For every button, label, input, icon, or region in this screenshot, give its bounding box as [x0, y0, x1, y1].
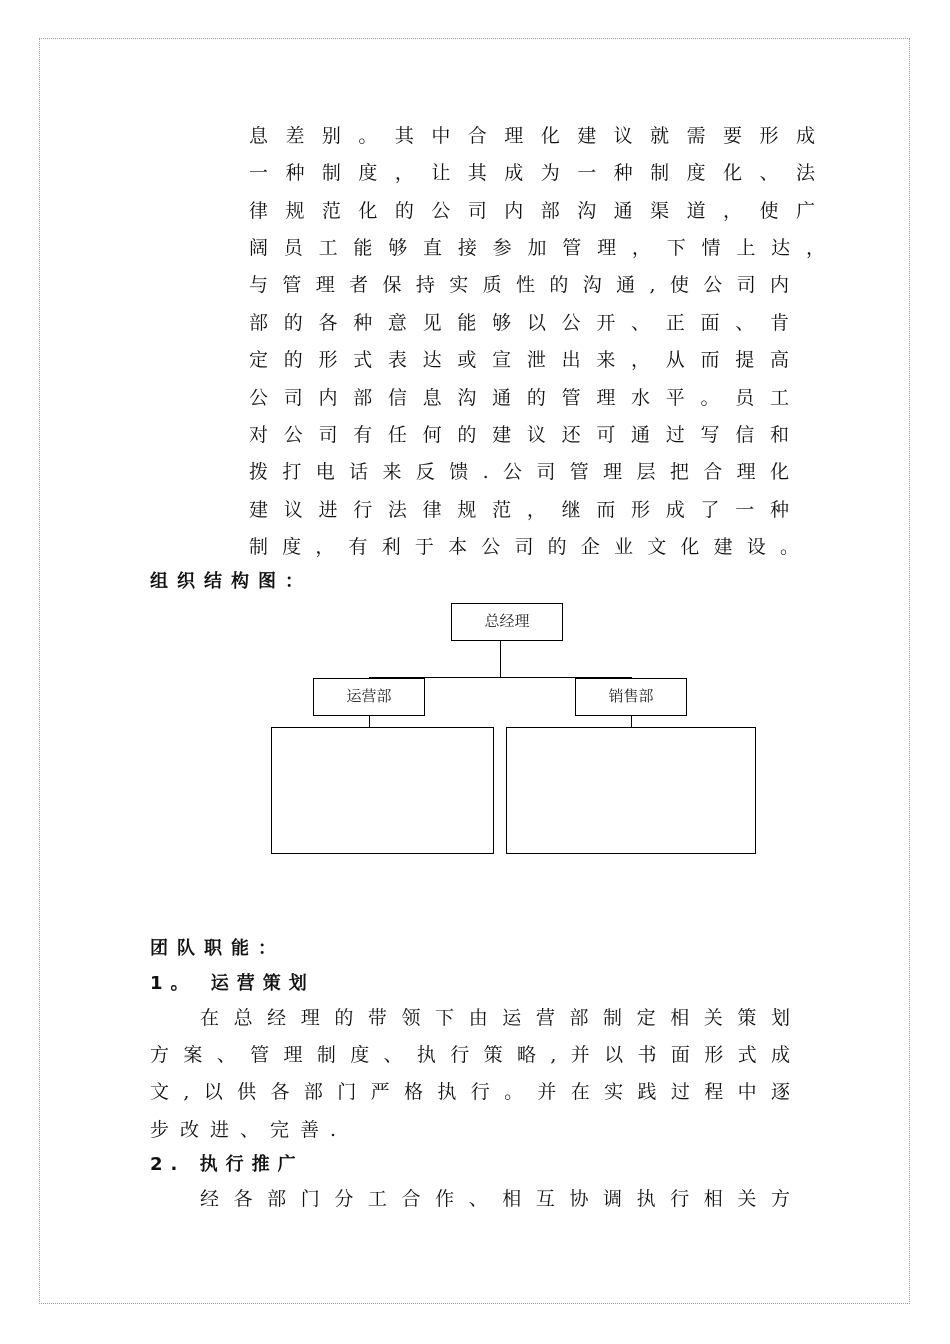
- function-line: 经各部门分工合作、相互协调执行相关方: [200, 1188, 790, 1210]
- paragraph-line: 与管理者保持实质性的沟通,使公司内: [249, 274, 789, 296]
- function-line: 方案、管理制度、执行策略,并以书面形式成: [150, 1044, 790, 1066]
- paragraph-line: 拨打电话来反馈.公司管理层把合理化: [249, 461, 789, 483]
- paragraph-line: 阔员工能够直接参加管理，下情上达，: [249, 237, 825, 259]
- paragraph-line: 公司内部信息沟通的管理水平。员工: [249, 387, 789, 409]
- paragraph-line: 定的形式表达或宣泄出来，从而提高: [249, 349, 789, 371]
- operations-dept-box: 运营部: [313, 678, 425, 716]
- paragraph-line: 建议进行法律规范，继而形成了一种: [249, 499, 789, 521]
- function-line: 文,以供各部门严格执行。并在实践过程中逐: [150, 1081, 790, 1103]
- paragraph-line: 一种制度，让其成为一种制度化、法: [249, 162, 815, 184]
- connector-line: [500, 641, 501, 678]
- paragraph-line: 部的各种意见能够以公开、正面、肯: [249, 312, 789, 334]
- page-frame: [39, 38, 910, 1304]
- sales-sub-box: [506, 727, 756, 854]
- function-line: 在总经理的带领下由运营部制定相关策划: [200, 1007, 790, 1029]
- sales-dept-box: 销售部: [575, 678, 687, 716]
- item2-title: 2. 执行推广: [150, 1154, 304, 1175]
- org-chart-heading: 组织结构图：: [150, 571, 312, 592]
- paragraph-line: 对公司有任何的建议还可通过写信和: [249, 424, 789, 446]
- item1-title: 1。 运营策划: [150, 973, 315, 994]
- function-line: 步改进、完善.: [150, 1119, 348, 1141]
- paragraph-line: 制度，有利于本公司的企业文化建设。: [249, 536, 799, 558]
- operations-sub-box: [271, 727, 494, 854]
- general-manager-box: 总经理: [451, 603, 563, 641]
- paragraph-line: 息差别。其中合理化建议就需要形成: [249, 125, 815, 147]
- paragraph-line: 律规范化的公司内部沟通渠道，使广: [249, 200, 815, 222]
- team-functions-heading: 团队职能：: [150, 938, 285, 959]
